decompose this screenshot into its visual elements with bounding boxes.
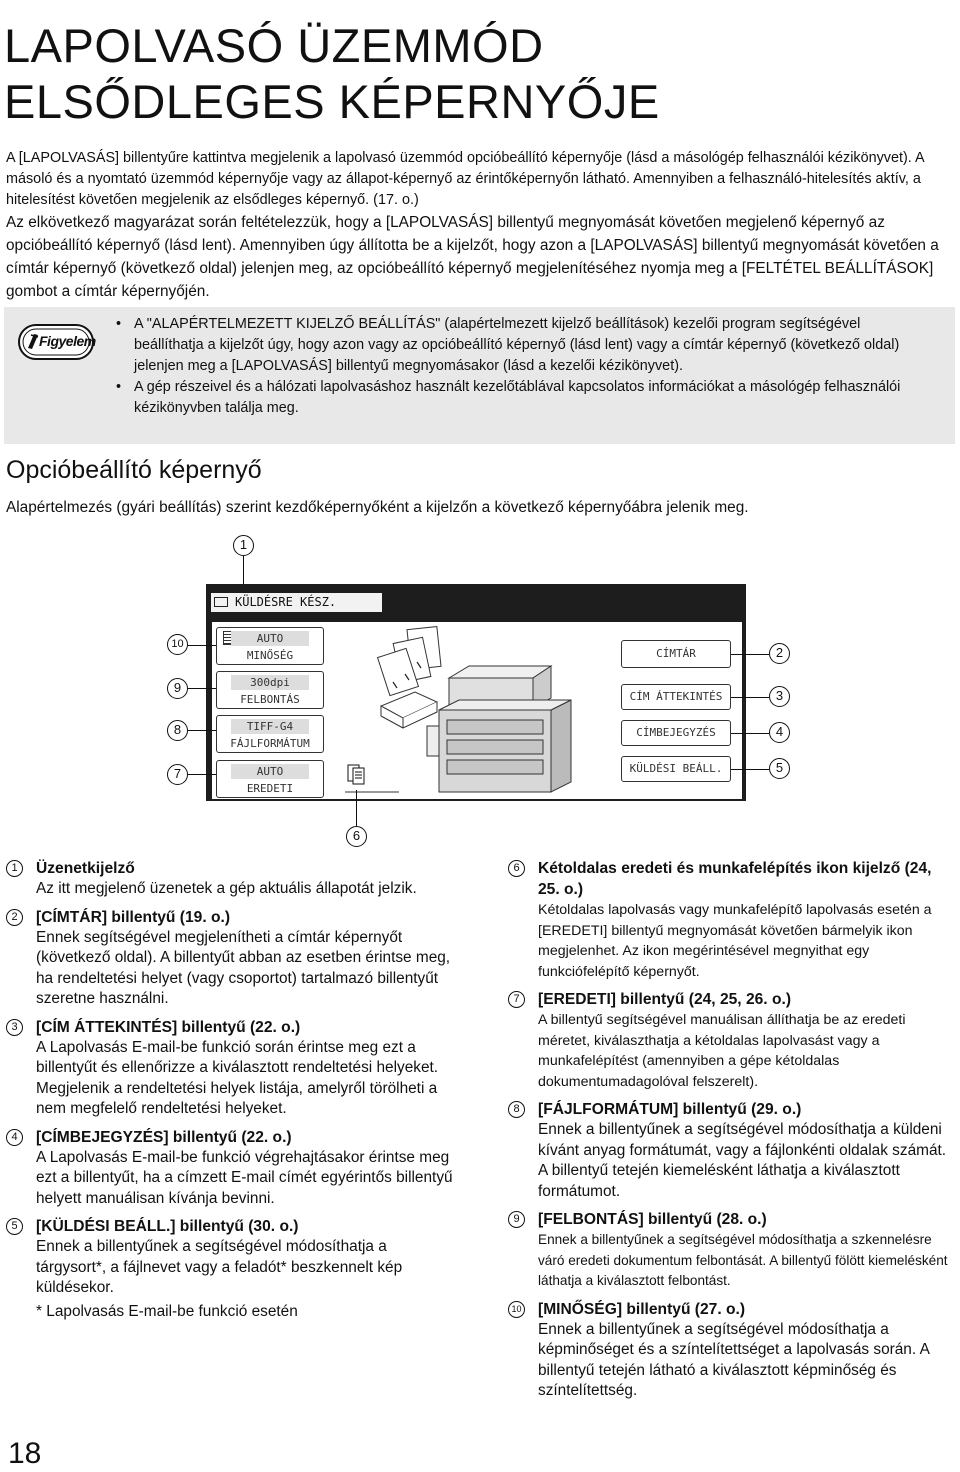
item-heading: [FÁJLFORMÁTUM] billentyű (29. o.) (538, 1101, 802, 1118)
item-body: Ennek segítségével megjelenítheti a címtár képernyőt (következő oldal). A billentyűt abban az esetben érintse meg, ha rendeltetési helyet (vagy csoportot) tartalmazó billentyűt szeretne használni. (36, 928, 451, 1007)
note-item: • A "ALAPÉRTELMEZETT KIJELZŐ BEÁLLÍTÁS" (alapértelmezett kijelző beállítások) kezelői program segítségével beállíthatja a kijelzőt úgy, hogy azon vagy az opcióbeállító képernyő (lásd lent) vagy a címtár képernyő (következő oldal) jelenjen meg a [LAPOLVASÁS] billentyű megnyomásakor (lásd a kezelői kézikönyvet). (116, 316, 900, 374)
description-item (508, 1209, 956, 1292)
description-item (508, 989, 956, 1092)
callout-10: 10 (167, 634, 188, 655)
address-book-button[interactable]: CÍMTÁR (621, 640, 731, 668)
callout-8: 8 (167, 720, 188, 741)
description-item (6, 1216, 456, 1322)
note-list (113, 314, 933, 419)
callout-line (731, 697, 769, 698)
item-number: 2 (6, 909, 23, 926)
item-heading: [CÍMTÁR] billentyű (19. o.) (36, 908, 231, 926)
item-body: A Lapolvasás E-mail-be funkció végrehajtásakor érintse meg ezt a billentyűt, ha a címzett E-mail címét egyérintős billentyű helyett manuálisan kívánja bevinni. (36, 1148, 453, 1207)
item-heading: [KÜLDÉSI BEÁLL.] billentyű (30. o.) (36, 1218, 299, 1235)
file-format-value: TIFF-G4 (231, 719, 309, 734)
left-description-column (6, 858, 456, 1329)
footnote: * Lapolvasás E-mail-be funkció esetén (36, 1302, 298, 1320)
callout-line (731, 654, 769, 655)
original-value: AUTO (231, 764, 309, 779)
message-display (211, 593, 382, 612)
item-body: Ennek a billentyűnek a segítségével módosíthatja a képminőséget és a színtelítettséget a lapolvasás során. A billentyű tetején látható a kiválasztott képminőség és színtelítettség. (538, 1320, 929, 1399)
figyelem-logo-icon (18, 322, 94, 362)
item-heading: [MINŐSÉG] billentyű (27. o.) (538, 1300, 746, 1318)
section-heading: Opcióbeállító képernyő (6, 456, 262, 484)
callout-5: 5 (769, 758, 790, 779)
description-item (6, 858, 456, 900)
description-item (508, 1299, 956, 1402)
item-number: 4 (6, 1129, 23, 1146)
item-heading: Üzenetkijelző (36, 860, 135, 877)
resolution-label: FELBONTÁS (240, 693, 300, 706)
description-item (6, 1017, 456, 1120)
item-body: Kétoldalas lapolvasás vagy munkafelépítő lapolvasás esetén a [EREDETI] billentyű megnyomását követően bármelyik ikon megjelenhet. Az ikon megérintésével megnyithat egy funkciófelépítő képernyőt. (538, 902, 932, 980)
description-item (6, 1127, 456, 1210)
address-review-button[interactable]: CÍM ÁTTEKINTÉS (621, 684, 731, 710)
page-title (4, 18, 660, 130)
item-heading: Kétoldalas eredeti és munkafelépítés ikon kijelző (24, 25. o.) (538, 860, 932, 898)
intro-text (6, 148, 954, 303)
callout-1: 1 (233, 535, 254, 556)
description-item (6, 907, 456, 1010)
callout-line (243, 556, 244, 584)
title-line-1: LAPOLVASÓ ÜZEMMÓD (4, 19, 544, 72)
callout-line (188, 730, 216, 731)
item-number: 10 (508, 1301, 525, 1318)
item-body: Ennek a billentyűnek a segítségével módosíthatja a tárgysort*, a fájlnevet vagy a feladót* beszkennelt kép küldésekor. (36, 1238, 403, 1296)
item-number: 5 (6, 1218, 23, 1235)
duplex-original-icon (347, 762, 367, 786)
callout-7: 7 (167, 764, 188, 785)
resolution-button[interactable] (216, 671, 324, 709)
original-label: EREDETI (246, 782, 294, 795)
item-number: 3 (6, 1019, 23, 1036)
item-number: 1 (6, 860, 23, 877)
item-body: A billentyű segítségével manuálisan állíthatja be az eredeti méretet, kiválaszthatja a kétoldalas lapolvasást vagy a munkafelépítést (amennyiben a gépe kétoldalas dokumentumadagolóval felszerelt). (538, 1012, 906, 1090)
item-number: 6 (508, 860, 525, 877)
description-item (508, 858, 956, 982)
quality-label: MINŐSÉG (246, 649, 294, 662)
item-body: Az itt megjelenő üzenetek a gép aktuális állapotát jelzik. (36, 880, 417, 897)
callout-line (188, 688, 216, 689)
callout-line (188, 774, 216, 775)
callout-3: 3 (769, 686, 790, 707)
title-line-2: ELSŐDLEGES KÉPERNYŐJE (4, 75, 660, 128)
figyelem-logo-text: Figyelem (39, 333, 96, 349)
copier-illustration-icon (345, 626, 600, 796)
section-text: Alapértelmezés (gyári beállítás) szerint kezdőképernyőként a kijelzőn a következő képernyőábra jelenik meg. (6, 499, 749, 516)
description-item (508, 1099, 956, 1202)
message-text: KÜLDÉSRE KÉSZ. (235, 595, 337, 609)
item-body: A Lapolvasás E-mail-be funkció során érintse meg ezt a billentyűt és ellenőrizze a kiválasztott rendeltetési helyeket. Megjelenik a rendeltetési helyek listája, amelyről törölheti a nem megfelelő rendeltetési helyeket. (36, 1038, 439, 1117)
callout-4: 4 (769, 722, 790, 743)
intro-paragraph-1: A [LAPOLVASÁS] billentyűre kattintva megjelenik a lapolvasó üzemmód opcióbeállító képernyője (lásd a másológép felhasználói kézikönyvet). A másoló és a nyomtató üzemmód képernyője vagy az állapot-képernyő az érintőképernyőn látható. Amennyiben a felhasználó-hitelesítés aktív, a hitelesítést követően megjelenik az elsődleges képernyő. (17. o.) (6, 150, 924, 208)
callout-line (188, 645, 216, 646)
item-number: 8 (508, 1101, 525, 1118)
resolution-value: 300dpi (231, 675, 309, 690)
callout-9: 9 (167, 678, 188, 699)
callout-6: 6 (346, 826, 367, 847)
original-button[interactable] (216, 760, 324, 798)
envelope-icon (214, 597, 228, 607)
item-body: Ennek a billentyűnek a segítségével módosíthatja a szkennelésre váró eredeti dokumentum felbontását. A billentyű fölött kiemelésként láthatja a kiválasztott felbontást. (538, 1232, 948, 1288)
item-heading: [FELBONTÁS] billentyű (28. o.) (538, 1211, 767, 1228)
item-body: Ennek a billentyűnek a segítségével módosíthatja a küldeni kívánt anyag formátumát, vagy a fájlonkénti oldalak számát. A billentyű tetején kiemelésként láthatja a kiválasztott formátumot. (538, 1121, 947, 1200)
send-settings-button[interactable]: KÜLDÉSI BEÁLL. (621, 756, 731, 782)
callout-line (731, 733, 769, 734)
file-format-label: FÁJLFORMÁTUM (230, 737, 310, 750)
file-format-button[interactable] (216, 715, 324, 753)
intro-paragraph-2: Az elkövetkező magyarázat során feltételezzük, hogy a [LAPOLVASÁS] billentyű megnyomását követően megjelenő képernyő az opcióbeállító képernyő (lásd lent). Amennyiben úgy állította be a kijelzőt, hogy azon a [LAPOLVASÁS] billentyű megnyomását követően a címtár képernyő (következő oldal) jelenjen meg, az opcióbeállító képernyő megjelenítéséhez nyomja meg a [FELTÉTEL BEÁLLÍTÁSOK] gombot a címtár képernyőjén. (6, 214, 939, 300)
right-description-column (508, 858, 956, 1409)
item-heading: [EREDETI] billentyű (24, 25, 26. o.) (538, 991, 792, 1008)
address-entry-button[interactable]: CÍMBEJEGYZÉS (621, 720, 731, 746)
item-number: 9 (508, 1211, 525, 1228)
note-item: • A gép részeivel és a hálózati lapolvasáshoz használt kezelőtáblával kapcsolatos információkat a másológép felhasználói kézikönyvben találja meg. (116, 379, 901, 416)
item-heading: [CÍM ÁTTEKINTÉS] billentyű (22. o.) (36, 1018, 301, 1036)
callout-line (356, 790, 357, 826)
quality-value: AUTO (231, 631, 309, 646)
callout-line (731, 769, 769, 770)
item-number: 7 (508, 991, 525, 1008)
quality-button[interactable] (216, 627, 324, 665)
page-number: 18 (8, 1437, 42, 1470)
callout-2: 2 (769, 643, 790, 664)
item-heading: [CÍMBEJEGYZÉS] billentyű (22. o.) (36, 1128, 292, 1146)
